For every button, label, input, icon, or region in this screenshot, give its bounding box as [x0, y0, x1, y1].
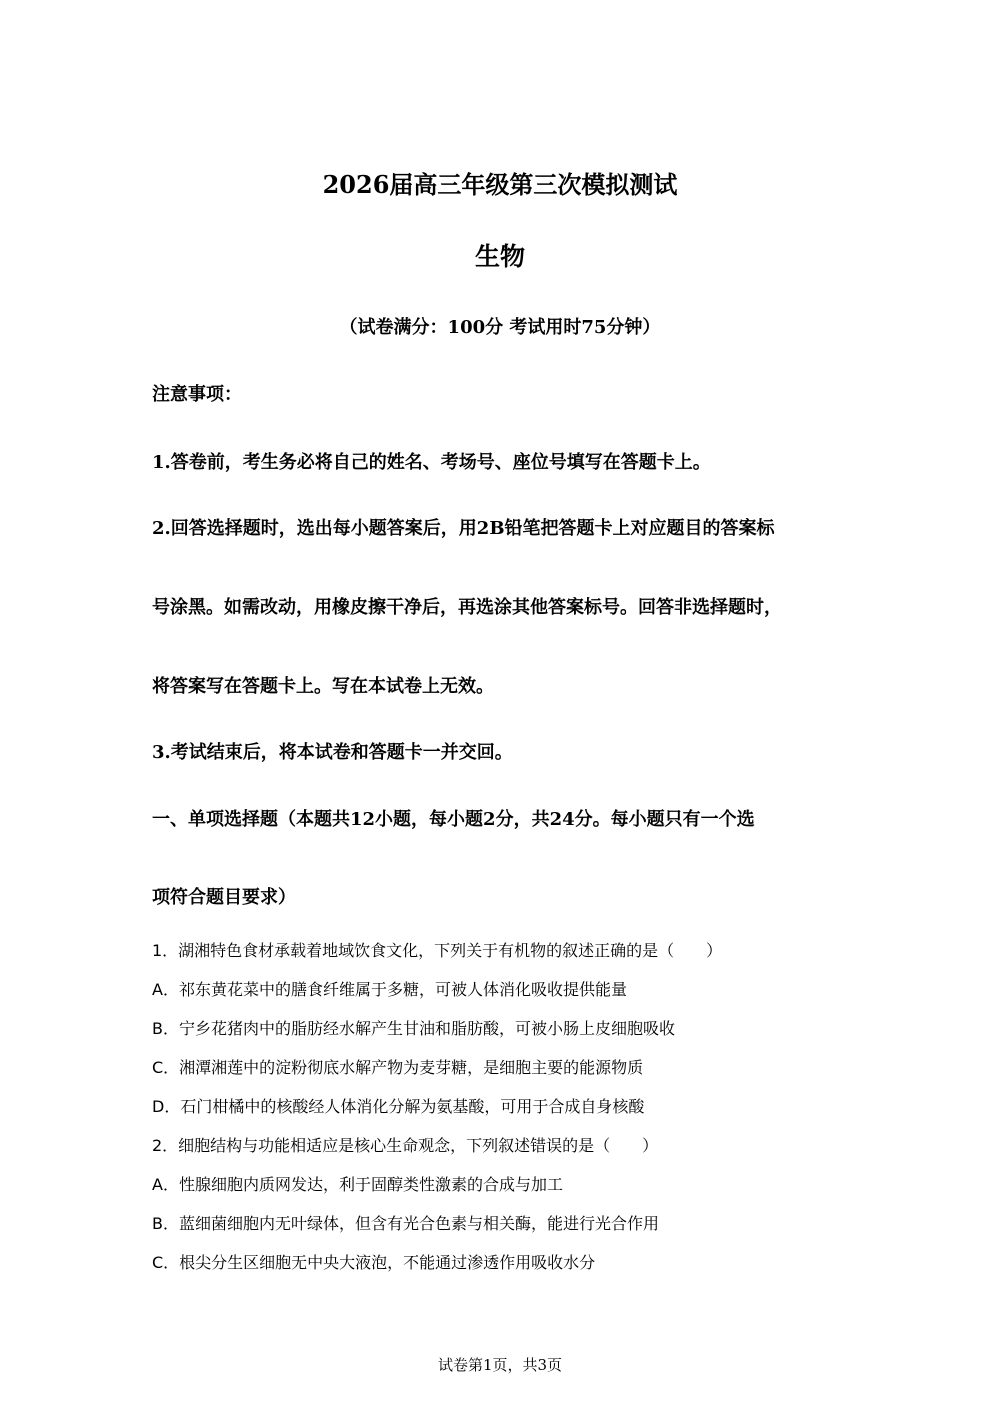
notice-item-2-line-3: 将答案写在答题卡上。写在本试卷上无效。	[152, 676, 494, 697]
exam-info: （试卷满分：100分 考试用时75分钟）	[339, 317, 661, 338]
question-2-option-a: A．性腺细胞内质网发达，利于固醇类性激素的合成与加工	[152, 1175, 563, 1194]
notice-heading: 注意事项：	[152, 384, 242, 405]
notice-item-2-line-1: 2.回答选择题时，选出每小题答案后，用2B铅笔把答题卡上对应题目的答案标	[152, 518, 775, 539]
section-heading-line-2: 项符合题目要求）	[152, 887, 296, 908]
notice-item-3: 3.考试结束后，将本试卷和答题卡一并交回。	[152, 742, 513, 763]
question-2-option-b: B．蓝细菌细胞内无叶绿体，但含有光合色素与相关酶，能进行光合作用	[152, 1214, 659, 1233]
subject-title: 生物	[474, 242, 525, 271]
question-1-option-b: B．宁乡花猪肉中的脂肪经水解产生甘油和脂肪酸，可被小肠上皮细胞吸收	[152, 1019, 675, 1038]
question-1-option-d: D．石门柑橘中的核酸经人体消化分解为氨基酸，可用于合成自身核酸	[152, 1097, 645, 1116]
notice-item-1: 1.答卷前，考生务必将自己的姓名、考场号、座位号填写在答题卡上。	[152, 452, 711, 473]
section-heading-line-1: 一、单项选择题（本题共12小题，每小题2分，共24分。每小题只有一个选	[152, 809, 755, 830]
question-2-stem: 2．细胞结构与功能相适应是核心生命观念，下列叙述错误的是（ ）	[152, 1136, 659, 1155]
page-footer: 试卷第1页，共3页	[437, 1356, 563, 1374]
question-1-option-a: A．祁东黄花菜中的膳食纤维属于多糖，可被人体消化吸收提供能量	[152, 980, 627, 999]
notice-item-2-line-2: 号涂黑。如需改动，用橡皮擦干净后，再选涂其他答案标号。回答非选择题时，	[152, 597, 782, 618]
exam-title: 2026届高三年级第三次模拟测试	[322, 170, 678, 199]
question-2-option-c: C．根尖分生区细胞无中央大液泡，不能通过渗透作用吸收水分	[152, 1253, 596, 1272]
question-1-option-c: C．湘潭湘莲中的淀粉彻底水解产物为麦芽糖，是细胞主要的能源物质	[152, 1058, 644, 1077]
question-1-stem: 1．湖湘特色食材承载着地域饮食文化，下列关于有机物的叙述正确的是（ ）	[152, 941, 723, 960]
